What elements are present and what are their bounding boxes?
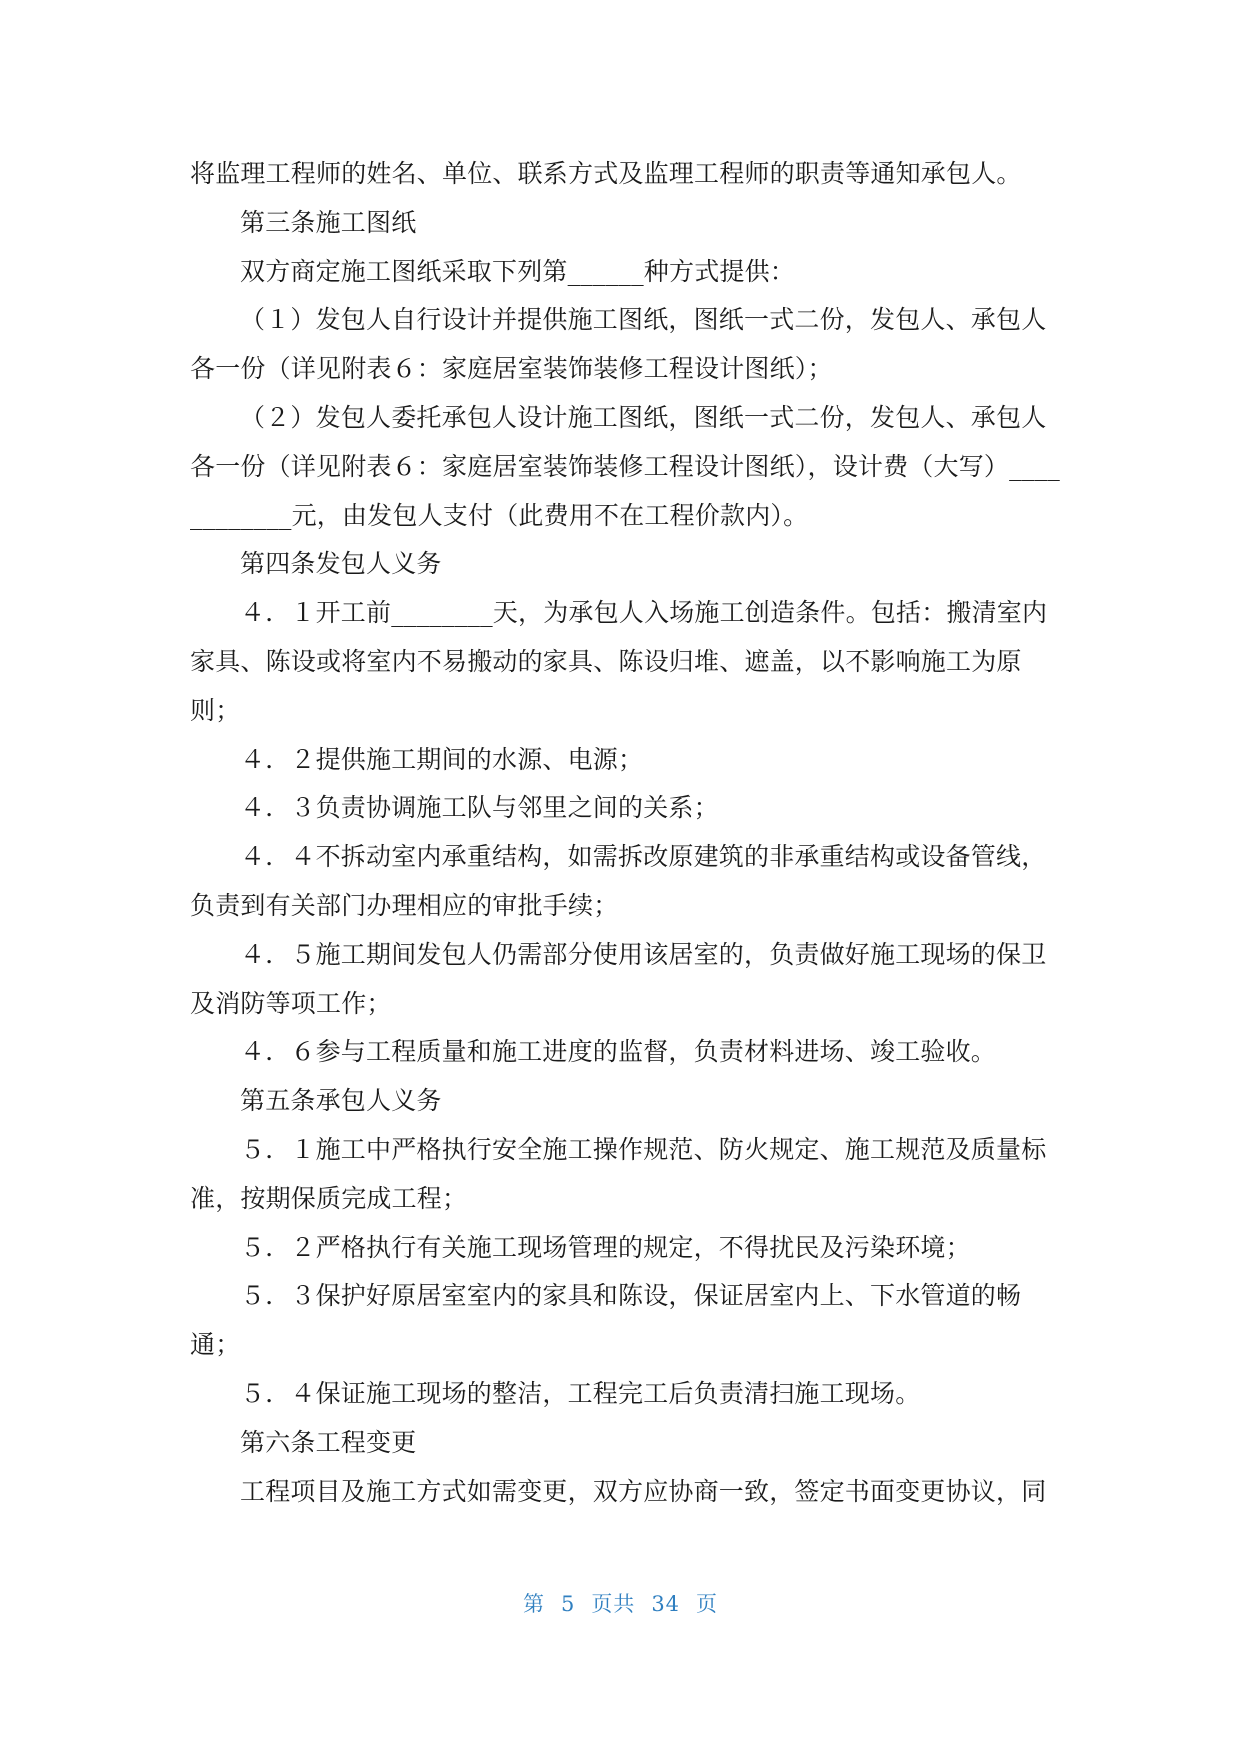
- page-footer: [0, 1588, 1241, 1618]
- text-line: ４．５施工期间发包人仍需部分使用该居室的，负责做好施工现场的保卫: [240, 939, 1047, 969]
- footer-label-total: 页共: [591, 1592, 636, 1616]
- text-line: 第四条发包人义务: [240, 549, 442, 579]
- text-line: 通；: [190, 1330, 241, 1360]
- text-line: ５．４保证施工现场的整洁，工程完工后负责清扫施工现场。: [240, 1378, 921, 1408]
- text-line: 将监理工程师的姓名、单位、联系方式及监理工程师的职责等通知承包人。: [190, 159, 1022, 188]
- text-line: 准，按期保质完成工程；: [190, 1183, 468, 1213]
- footer-current-page: 5: [560, 1592, 576, 1616]
- text-line: 第五条承包人义务: [240, 1086, 442, 1116]
- text-line: （２）发包人委托承包人设计施工图纸，图纸一式二份，发包人、承包人: [240, 402, 1047, 432]
- text-line: 双方商定施工图纸采取下列第______种方式提供：: [240, 256, 796, 286]
- text-line: 工程项目及施工方式如需变更，双方应协商一致，签定书面变更协议，同: [240, 1476, 1047, 1506]
- footer-label-end: 页: [696, 1592, 719, 1616]
- text-line: 家具、陈设或将室内不易搬动的家具、陈设归堆、遮盖，以不影响施工为原: [190, 646, 1022, 676]
- text-line: （１）发包人自行设计并提供施工图纸，图纸一式二份，发包人、承包人: [240, 305, 1047, 335]
- text-line: 及消防等项工作；: [190, 988, 392, 1018]
- text-line: ４．１开工前________天，为承包人入场施工创造条件。包括：搬清室内: [240, 598, 1048, 628]
- text-line: 负责到有关部门办理相应的审批手续；: [190, 890, 619, 920]
- document-body: [190, 150, 1060, 1516]
- text-line: ４．２提供施工期间的水源、电源；: [240, 744, 644, 774]
- text-line: ４．４不拆动室内承重结构，如需拆改原建筑的非承重结构或设备管线，: [240, 842, 1047, 872]
- text-line: ________元，由发包人支付（此费用不在工程价款内）。: [190, 500, 809, 530]
- text-line: 则；: [190, 695, 241, 725]
- text-line: ４．６参与工程质量和施工进度的监督，负责材料进场、竣工验收。: [240, 1037, 997, 1067]
- text-line: 第三条施工图纸: [240, 207, 417, 237]
- footer-label-page: 第: [522, 1592, 545, 1616]
- text-line: ５．２严格执行有关施工现场管理的规定，不得扰民及污染环境；: [240, 1232, 971, 1262]
- text-line: 第六条工程变更: [240, 1427, 417, 1457]
- text-line: ４．３负责协调施工队与邻里之间的关系；: [240, 793, 719, 823]
- text-line: ５．１施工中严格执行安全施工操作规范、防火规定、施工规范及质量标: [240, 1134, 1047, 1164]
- text-line: 各一份（详见附表６：家庭居室装饰装修工程设计图纸）；: [190, 354, 833, 384]
- text-line: 各一份（详见附表６：家庭居室装饰装修工程设计图纸），设计费（大写）____: [190, 451, 1060, 481]
- text-line: ５．３保护好原居室室内的家具和陈设，保证居室内上、下水管道的畅: [240, 1281, 1022, 1311]
- footer-total-pages: 34: [651, 1592, 681, 1616]
